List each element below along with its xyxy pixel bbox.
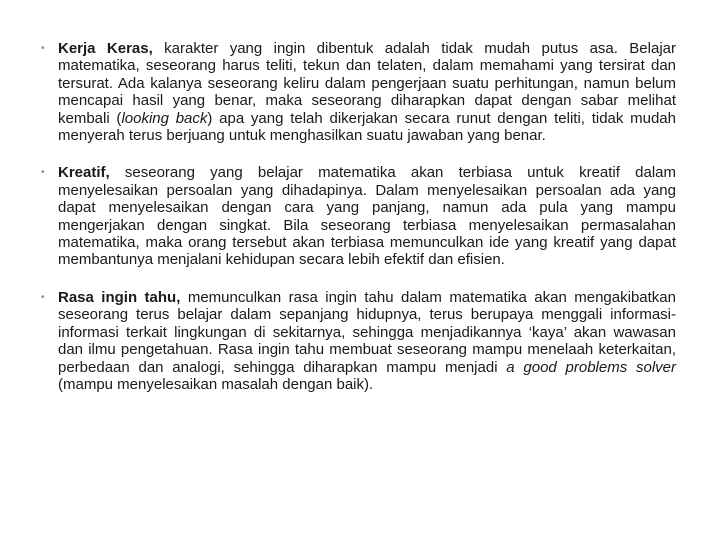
bullet-text: (mampu menyelesaikan masalah dengan baik). (58, 375, 374, 393)
bullet-dot-icon: • (41, 291, 45, 303)
bullet-text: ) apa yang telah dikerjakan secara runut dengan teliti, tidak mudah menyerah terus berjuang untuk menghasilkan suatu jawaban yang benar. (58, 109, 676, 145)
bullet-text-italic: looking back (121, 109, 208, 127)
bullet-term: Rasa ingin tahu, (58, 288, 181, 306)
bullet-list (40, 40, 676, 393)
bullet-kreatif (40, 164, 676, 268)
bullet-kerja-keras (40, 40, 676, 144)
bullet-dot-icon: • (41, 43, 45, 54)
bullet-text: karakter yang ingin dibentuk adalah tidak mudah putus asa. Belajar matematika, seseorang harus teliti, tekun dan telaten, dalam memahami yang tersirat dan tersurat. Ada kalanya seseorang keliru dalam pengerjaan suatu perhitungan, namun belum mencapai hasil yang benar, maka seseorang diharapkan dapat dengan sabar melihat kembali ( (58, 40, 676, 127)
bullet-text: memunculkan rasa ingin tahu dalam matematika akan mengakibatkan seseorang terus belajar dalam sepanjang hidupnya, terus berupaya menggali informasi-informasi terkait lingkungan di sekitarnya, sehingga menjadikannya ‘kaya’ akan wawasan dan ilmu pengetahuan. Rasa ingin tahu membuat seseorang mampu menelaah keterkaitan, perbedaan dan analogi, sehingga diharapkan mampu menjadi (58, 288, 676, 376)
bullet-text: seseorang yang belajar matematika akan terbiasa untuk kreatif dalam menyelesaikan persoalan yang dihadapinya. Dalam menyelesaikan persoalan ada yang dapat menyelesaikan dengan cara yang panjang, namun ada pula yang mampu mengerjakan dengan singkat. Bila seseorang terbiasa menyelesaikan permasalahan matematika, maka orang tersebut akan terbiasa memunculkan ide yang kreatif yang dapat membantunya menjalani kehidupan secara lebih efektif dan efisien. (58, 164, 676, 269)
bullet-dot-icon: • (41, 167, 45, 179)
bullet-rasa-ingin-tahu (40, 289, 676, 393)
bullet-term: Kerja Keras, (58, 40, 153, 57)
bullet-text-italic: a good problems solver (506, 358, 676, 376)
bullet-term: Kreatif, (58, 164, 110, 182)
